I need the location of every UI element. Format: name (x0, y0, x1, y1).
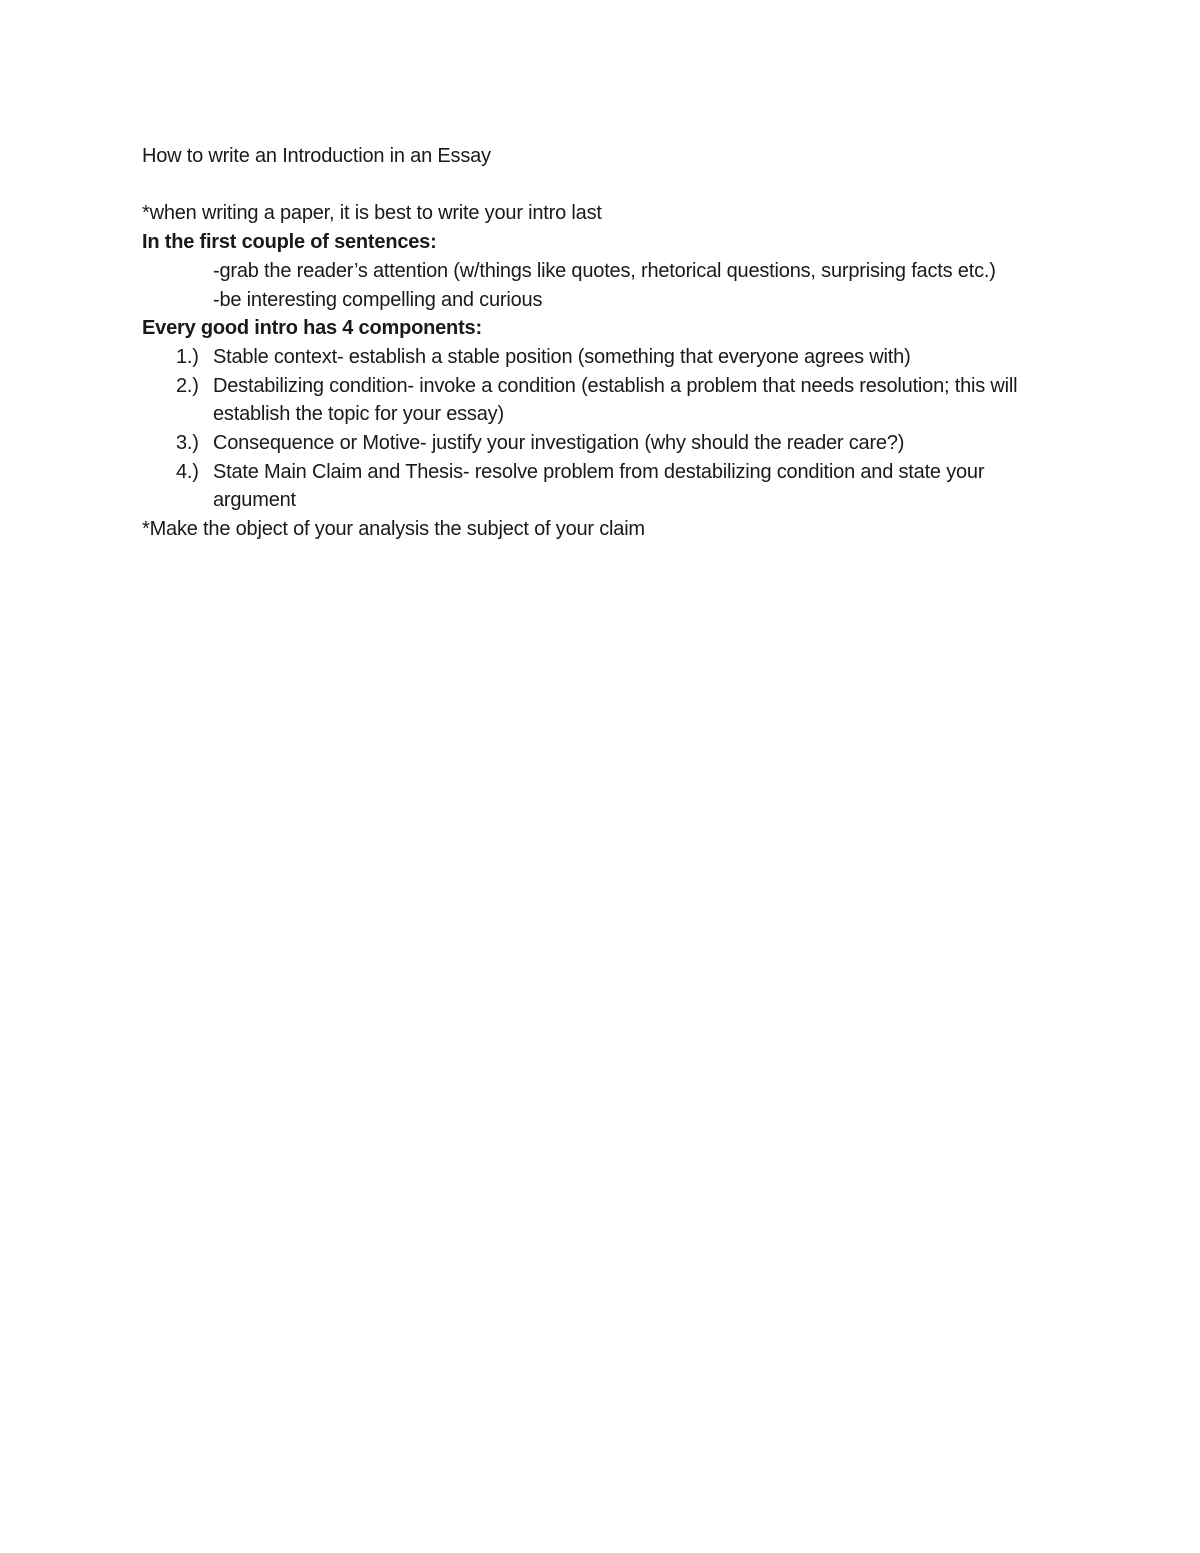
list-item (142, 343, 1053, 372)
list-item-text: State Main Claim and Thesis- resolve problem from destabilizing condition and state your argument (213, 460, 985, 512)
list-item-text: Consequence or Motive- justify your investigation (why should the reader care?) (213, 432, 905, 455)
first-sentences-point: -grab the reader’s attention (w/things like quotes, rhetorical questions, surprising facts etc.) (213, 259, 996, 282)
document-title: How to write an Introduction in an Essay (142, 145, 491, 167)
document-body (142, 142, 1052, 544)
first-sentences-heading: In the first couple of sentences: (142, 231, 437, 254)
components-list (142, 343, 1052, 515)
list-marker: 3.) (176, 432, 199, 455)
list-marker: 2.) (176, 374, 199, 397)
list-item (142, 458, 1053, 515)
list-marker: 4.) (176, 460, 199, 483)
list-item (142, 429, 1053, 458)
closing-note: *Make the object of your analysis the subject of your claim (142, 518, 645, 541)
list-item-text: Destabilizing condition- invoke a condition (establish a problem that needs resolution; this will establish the topic for your essay) (213, 374, 1018, 426)
components-heading: Every good intro has 4 components: (142, 317, 482, 340)
list-item (142, 372, 1053, 429)
list-marker: 1.) (176, 345, 199, 368)
blank-line (142, 171, 1052, 200)
list-item-text: Stable context- establish a stable position (something that everyone agrees with) (213, 345, 911, 368)
note-intro-last: *when writing a paper, it is best to write your intro last (142, 202, 602, 225)
first-sentences-point: -be interesting compelling and curious (213, 288, 543, 311)
